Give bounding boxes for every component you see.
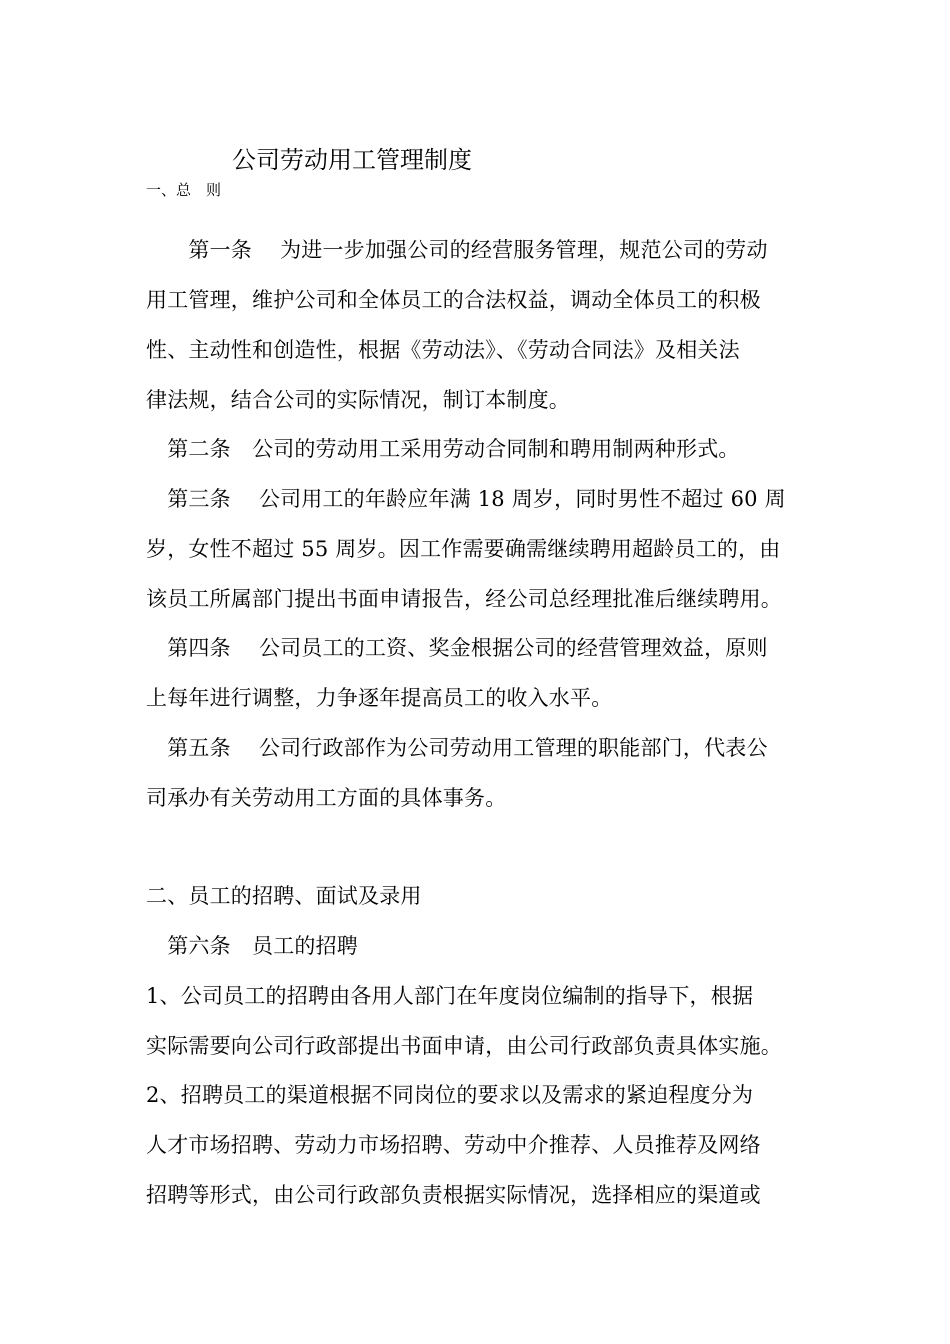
paragraph-line: 第二条 公司的劳动用工采用劳动合同制和聘用制两种形式。 bbox=[146, 437, 740, 461]
article-heading: 第六条 员工的招聘 bbox=[146, 934, 358, 958]
section-heading-general: 一、总 则 bbox=[146, 181, 222, 199]
paragraph-line: 2、招聘员工的渠道根据不同岗位的要求以及需求的紧迫程度分为 bbox=[146, 1083, 754, 1107]
document-title: 公司劳动用工管理制度 bbox=[232, 146, 472, 174]
section-heading-recruitment: 二、员工的招聘、面试及录用 bbox=[146, 884, 422, 908]
paragraph-line: 上每年进行调整，力争逐年提高员工的收入水平。 bbox=[146, 686, 613, 710]
paragraph-line: 1、公司员工的招聘由各用人部门在年度岗位编制的指导下，根据 bbox=[146, 984, 754, 1008]
paragraph-line: 实际需要向公司行政部提出书面申请，由公司行政部负责具体实施。 bbox=[146, 1034, 782, 1058]
paragraph-line: 第五条 公司行政部作为公司劳动用工管理的职能部门，代表公 bbox=[146, 736, 768, 760]
paragraph-line: 该员工所属部门提出书面申请报告，经公司总经理批准后继续聘用。 bbox=[146, 587, 782, 611]
paragraph-line: 用工管理，维护公司和全体员工的合法权益，调动全体员工的积极 bbox=[146, 288, 761, 312]
paragraph-line: 司承办有关劳动用工方面的具体事务。 bbox=[146, 786, 507, 810]
paragraph-line: 律法规，结合公司的实际情况，制订本制度。 bbox=[146, 388, 570, 412]
paragraph-line: 第四条 公司员工的工资、奖金根据公司的经营管理效益，原则 bbox=[146, 636, 768, 660]
paragraph-line: 岁，女性不超过 55 周岁。因工作需要确需继续聘用超龄员工的，由 bbox=[146, 537, 781, 561]
paragraph-line: 人才市场招聘、劳动力市场招聘、劳动中介推荐、人员推荐及网络 bbox=[146, 1133, 761, 1157]
paragraph-line: 性、主动性和创造性，根据《劳动法》、《劳动合同法》及相关法 bbox=[146, 338, 740, 362]
paragraph-line: 第一条 为进一步加强公司的经营服务管理，规范公司的劳动 bbox=[146, 238, 768, 262]
paragraph-line: 第三条 公司用工的年龄应年满 18 周岁，同时男性不超过 60 周 bbox=[146, 487, 786, 511]
paragraph-line: 招聘等形式，由公司行政部负责根据实际情况，选择相应的渠道或 bbox=[146, 1183, 761, 1207]
